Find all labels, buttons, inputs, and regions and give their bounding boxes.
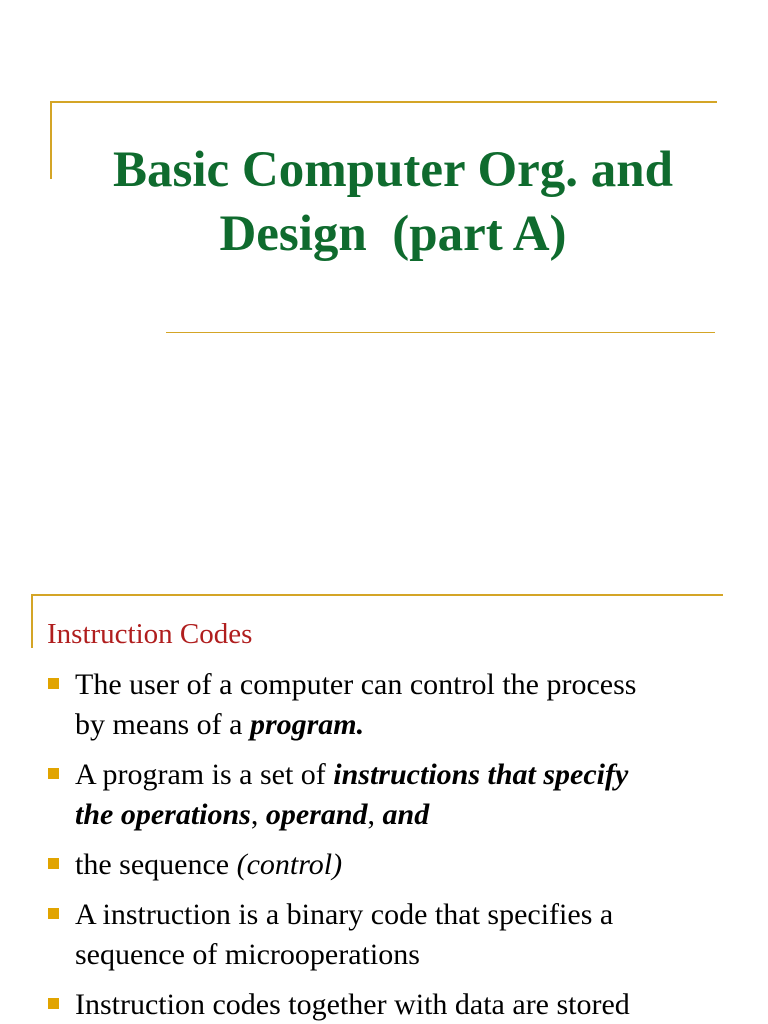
slide2-top-rule <box>31 594 723 596</box>
bullet-2-emphasis: instructions that specify <box>333 758 629 791</box>
bullet-1-emphasis: program <box>249 708 357 741</box>
bullet-3-text: the sequence <box>75 848 237 881</box>
bullet-2-comma-1: , <box>250 798 266 831</box>
bullet-1-line-1: The user of a computer can control the process <box>75 668 637 701</box>
square-bullet-icon <box>48 858 59 869</box>
slide2-heading: Instruction Codes <box>47 618 253 650</box>
bullet-item-1 <box>46 665 736 745</box>
bullet-1-line-2 <box>75 705 736 745</box>
slide1-top-rule <box>50 101 717 103</box>
bullet-4-line-1: A instruction is a binary code that specifies a <box>75 898 614 931</box>
slide1-title <box>60 138 726 266</box>
slide1-bottom-rule <box>166 332 715 333</box>
bullet-2-comma-2: , <box>367 798 383 831</box>
bullet-2-and: and <box>382 798 430 831</box>
bullet-item-5 <box>46 985 736 1024</box>
bullet-2-operations: the operations <box>75 798 251 831</box>
slide1-title-line2: Design (part A) <box>219 206 567 262</box>
slide2-left-rule <box>31 594 33 648</box>
bullet-3-italic: (control) <box>236 848 343 881</box>
square-bullet-icon <box>48 908 59 919</box>
slide1-title-line1: Basic Computer Org. and <box>112 142 674 198</box>
square-bullet-icon <box>48 768 59 779</box>
bullet-item-4 <box>46 895 736 975</box>
bullet-1-period: . <box>356 708 365 741</box>
bullet-1-text: by means of a <box>75 708 250 741</box>
bullet-2-line-1 <box>75 755 736 795</box>
square-bullet-icon <box>48 678 59 689</box>
bullet-list <box>46 665 736 1024</box>
bullet-4-line-2: sequence of microoperations <box>75 938 420 971</box>
square-bullet-icon <box>48 998 59 1009</box>
bullet-item-2 <box>46 755 736 835</box>
bullet-2-line-2 <box>75 795 736 835</box>
bullet-3-line-1 <box>75 845 736 885</box>
bullet-2-text: A program is a set of <box>75 758 334 791</box>
bullet-item-3 <box>46 845 736 885</box>
bullet-5-line-1: Instruction codes together with data are stored <box>75 988 630 1021</box>
slide1-left-rule <box>50 101 52 179</box>
bullet-2-operand: operand <box>265 798 368 831</box>
